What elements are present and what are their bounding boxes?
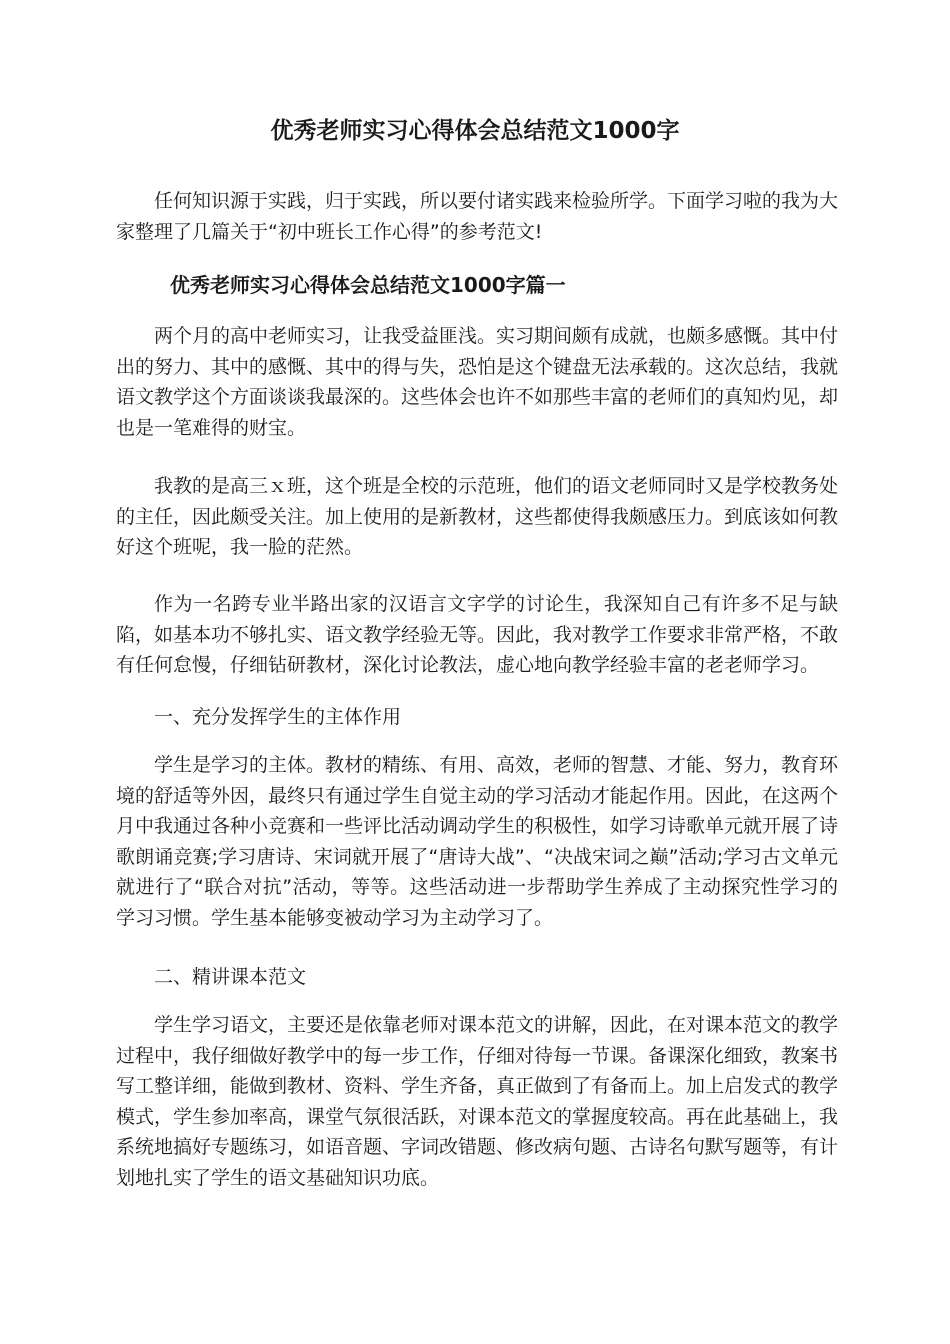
body-paragraph: 两个月的高中老师实习，让我受益匪浅。实习期间颇有成就，也颇多感慨。其中付出的努力、其中的感慨、其中的得与失，恐怕是这个键盘无法承载的。这次总结，我就语文教学这个方面谈谈我最深的。这些体会也许不如那些丰富的老师们的真知灼见，却也是一笔难得的财宝。 bbox=[116, 325, 839, 439]
intro-paragraph: 任何知识源于实践，归于实践，所以要付诸实践来检验所学。下面学习啦的我为大家整理了几篇关于“初中班长工作心得”的参考范文! bbox=[116, 190, 839, 243]
section-subtitle: 优秀老师实习心得体会总结范文1000字篇一 bbox=[170, 273, 566, 297]
document-title: 优秀老师实习心得体会总结范文1000字 bbox=[270, 118, 680, 144]
body-paragraph: 作为一名跨专业半路出家的汉语言文字学的讨论生，我深知自己有许多不足与缺陷，如基本功不够扎实、语文教学经验无等。因此，我对教学工作要求非常严格，不敢有任何怠慢，仔细钻研教材，深化讨论教法，虚心地向教学经验丰富的老老师学习。 bbox=[116, 593, 839, 676]
section-heading-1: 一、充分发挥学生的主体作用 bbox=[154, 706, 402, 728]
body-paragraph: 学生学习语文，主要还是依靠老师对课本范文的讲解，因此，在对课本范文的教学过程中，我仔细做好教学中的每一步工作，仔细对待每一节课。备课深化细致，教案书写工整详细，能做到教材、资料、学生齐备，真正做到了有备而上。加上启发式的教学模式，学生参加率高，课堂气氛很活跃，对课本范文的掌握度较高。再在此基础上，我系统地搞好专题练习，如语音题、字词改错题、修改病句题、古诗名句默写题等，有计划地扎实了学生的语文基础知识功底。 bbox=[116, 1014, 839, 1189]
section-heading-2: 二、精讲课本范文 bbox=[154, 966, 307, 988]
body-paragraph: 学生是学习的主体。教材的精练、有用、高效，老师的智慧、才能、努力，教育环境的舒适等外因，最终只有通过学生自觉主动的学习活动才能起作用。因此，在这两个月中我通过各种小竞赛和一些评比活动调动学生的积极性，如学习诗歌单元就开展了诗歌朗诵竞赛;学习唐诗、宋词就开展了“唐诗大战”、“决战宋词之巅”活动;学习古文单元就进行了“联合对抗”活动，等等。这些活动进一步帮助学生养成了主动探究性学习的学习习惯。学生基本能够变被动学习为主动学习了。 bbox=[116, 754, 839, 929]
body-paragraph: 我教的是高三ｘ班，这个班是全校的示范班，他们的语文老师同时又是学校教务处的主任，因此颇受关注。加上使用的是新教材，这些都使得我颇感压力。到底该如何教好这个班呢，我一脸的茫然。 bbox=[116, 475, 839, 558]
